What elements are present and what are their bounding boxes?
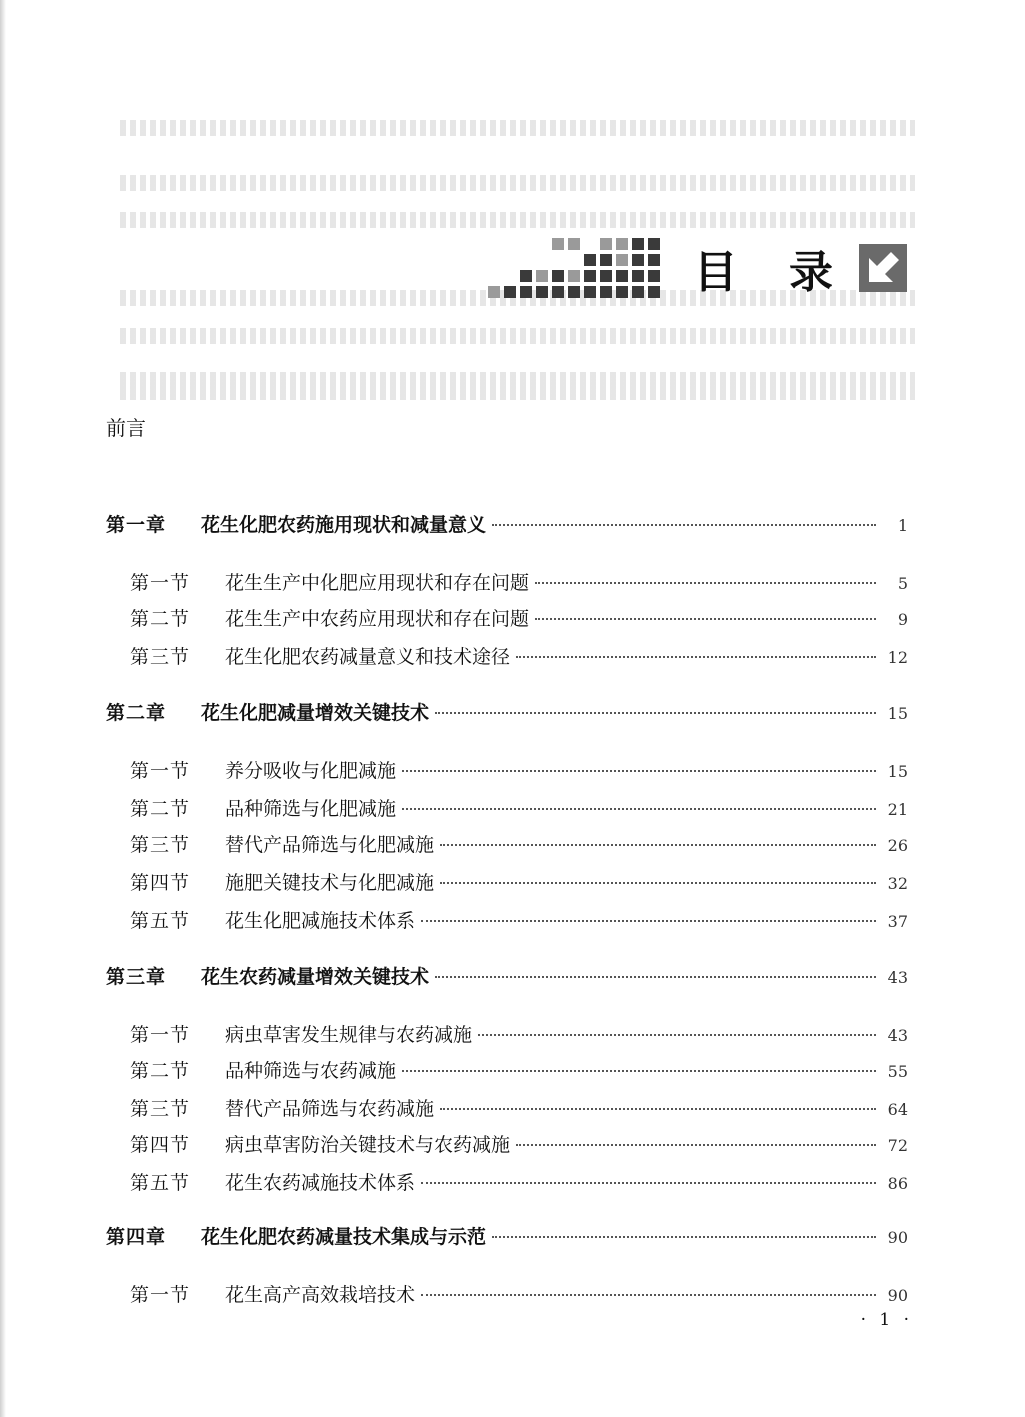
toc-chapter-entry[interactable] — [106, 1222, 908, 1249]
toc-section-entry[interactable] — [106, 642, 908, 669]
toc-entry-title: 花生生产中农药应用现状和存在问题 — [225, 608, 530, 630]
toc-entry-title: 病虫草害防治关键技术与农药减施 — [225, 1134, 511, 1156]
toc-entry-number: 第三节 — [130, 834, 191, 856]
toc-leader-dots — [421, 920, 876, 922]
toc-section-entry[interactable] — [106, 1094, 908, 1121]
toc-leader-dots — [535, 618, 876, 620]
toc-entry-page: 5 — [897, 574, 908, 593]
toc-entry-page: 12 — [887, 648, 908, 667]
toc-entry-title: 花生化肥减施技术体系 — [225, 910, 416, 932]
toc-entry-page: 9 — [897, 610, 908, 629]
toc-entry-title: 替代产品筛选与农药减施 — [225, 1098, 435, 1120]
toc-leader-dots — [435, 976, 876, 978]
toc-entry-number: 第一节 — [130, 760, 191, 782]
toc-header — [488, 236, 907, 300]
page-edge-shadow — [0, 0, 6, 1417]
toc-entry-title: 花生农药减量增效关键技术 — [201, 966, 430, 988]
toc-leader-dots — [535, 582, 876, 584]
toc-section-entry[interactable] — [106, 1020, 908, 1047]
toc-entry-page: 43 — [887, 1026, 908, 1045]
bleed-through-line — [120, 175, 915, 191]
decorative-squares-icon — [488, 238, 660, 298]
toc-entry-page: 32 — [887, 874, 908, 893]
toc-leader-dots — [421, 1294, 876, 1296]
toc-section-entry[interactable] — [106, 568, 908, 595]
toc-leader-dots — [402, 770, 876, 772]
toc-entry-number: 第一节 — [130, 572, 191, 594]
toc-entry-number: 第一节 — [130, 1284, 191, 1306]
toc-leader-dots — [516, 1144, 876, 1146]
toc-entry-page: 15 — [887, 704, 908, 723]
toc-entry-title: 花生化肥农药减量意义和技术途径 — [225, 646, 511, 668]
toc-entry-page: 55 — [887, 1062, 908, 1081]
toc-leader-dots — [421, 1182, 876, 1184]
toc-section-entry[interactable] — [106, 604, 908, 631]
toc-entry-page: 15 — [887, 762, 908, 781]
toc-entry-page: 1 — [897, 516, 908, 535]
arrow-down-left-icon — [859, 244, 907, 292]
toc-section-entry[interactable] — [106, 794, 908, 821]
toc-leader-dots — [402, 808, 876, 810]
toc-leader-dots — [440, 882, 876, 884]
toc-section-entry[interactable] — [106, 868, 908, 895]
toc-entry-page: 26 — [887, 836, 908, 855]
toc-section-entry[interactable] — [106, 1130, 908, 1157]
toc-chapter-entry[interactable] — [106, 698, 908, 725]
toc-entry-number: 第四节 — [130, 872, 191, 894]
toc-entry-title: 花生化肥农药施用现状和减量意义 — [201, 514, 487, 536]
toc-entry-number: 第三节 — [130, 646, 191, 668]
toc-entry-number: 第二节 — [130, 798, 191, 820]
toc-leader-dots — [478, 1034, 876, 1036]
toc-leader-dots — [440, 844, 876, 846]
page-number: · 1 · — [860, 1310, 913, 1330]
toc-section-entry[interactable] — [106, 1168, 908, 1195]
toc-entry-page: 90 — [887, 1228, 908, 1247]
toc-leader-dots — [492, 524, 876, 526]
toc-entry-number: 第五节 — [130, 1172, 191, 1194]
toc-entry-title: 养分吸收与化肥减施 — [225, 760, 397, 782]
toc-entry-number: 第二节 — [130, 1060, 191, 1082]
toc-chapter-entry[interactable] — [106, 510, 908, 537]
toc-entry-title: 品种筛选与农药减施 — [225, 1060, 397, 1082]
toc-entry-title: 替代产品筛选与化肥减施 — [225, 834, 435, 856]
toc-entry-page: 90 — [887, 1286, 908, 1305]
page-title: 目 录 — [693, 247, 851, 298]
bleed-through-line — [120, 212, 915, 228]
toc-entry-title: 花生高产高效栽培技术 — [225, 1284, 416, 1306]
toc-entry-number: 第三章 — [106, 966, 167, 988]
toc-leader-dots — [402, 1070, 876, 1072]
toc-entry-title: 花生化肥农药减量技术集成与示范 — [201, 1226, 487, 1248]
bleed-through-line — [120, 372, 915, 400]
toc-entry-page: 37 — [887, 912, 908, 931]
toc-entry-title: 施肥关键技术与化肥减施 — [225, 872, 435, 894]
toc-entry-number: 第一节 — [130, 1024, 191, 1046]
toc-leader-dots — [492, 1236, 876, 1238]
toc-entry-number: 第三节 — [130, 1098, 191, 1120]
toc-chapter-entry[interactable] — [106, 962, 908, 989]
toc-entry-title: 品种筛选与化肥减施 — [225, 798, 397, 820]
toc-entry-page: 86 — [887, 1174, 908, 1193]
toc-section-entry[interactable] — [106, 756, 908, 783]
bleed-through-line — [120, 328, 915, 344]
toc-leader-dots — [440, 1108, 876, 1110]
toc-section-entry[interactable] — [106, 1280, 908, 1307]
toc-entry-page: 72 — [887, 1136, 908, 1155]
toc-entry-number: 第一章 — [106, 514, 167, 536]
bleed-through-line — [120, 120, 915, 136]
preface-entry: 前言 — [106, 416, 146, 440]
toc-entry-number: 第四章 — [106, 1226, 167, 1248]
toc-entry-page: 43 — [887, 968, 908, 987]
toc-leader-dots — [516, 656, 876, 658]
toc-entry-title: 花生生产中化肥应用现状和存在问题 — [225, 572, 530, 594]
toc-section-entry[interactable] — [106, 906, 908, 933]
toc-entry-title: 病虫草害发生规律与农药减施 — [225, 1024, 473, 1046]
toc-entry-number: 第四节 — [130, 1134, 191, 1156]
toc-section-entry[interactable] — [106, 1056, 908, 1083]
toc-entry-number: 第五节 — [130, 910, 191, 932]
toc-entry-number: 第二章 — [106, 702, 167, 724]
toc-section-entry[interactable] — [106, 830, 908, 857]
toc-leader-dots — [435, 712, 876, 714]
toc-entry-page: 21 — [887, 800, 908, 819]
toc-entry-page: 64 — [887, 1100, 908, 1119]
toc-entry-title: 花生化肥减量增效关键技术 — [201, 702, 430, 724]
toc-entry-number: 第二节 — [130, 608, 191, 630]
toc-entry-title: 花生农药减施技术体系 — [225, 1172, 416, 1194]
